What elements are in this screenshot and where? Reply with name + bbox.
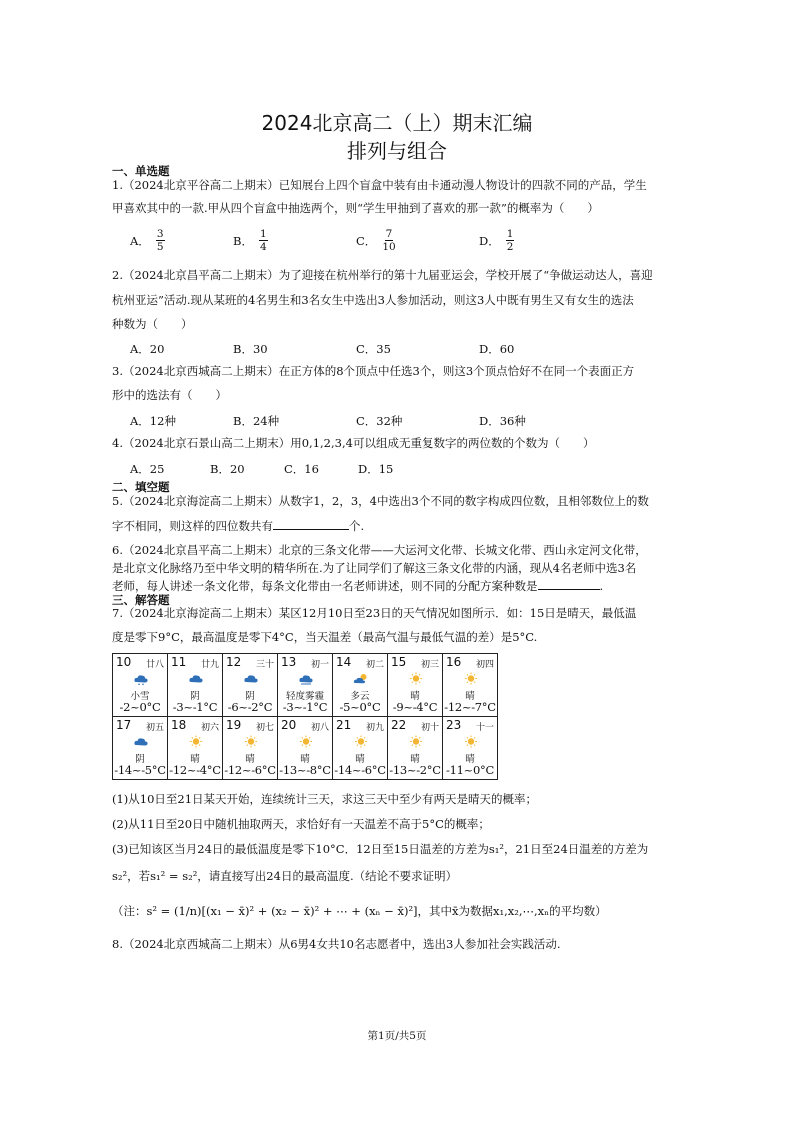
question-7-line1: 7.（2024北京海淀高二上期末）某区12月10日至23日的天气情况如图所示．如：15日是晴天，最低温 (112, 606, 637, 620)
weather-row (113, 717, 498, 780)
weather-text: 晴 (465, 754, 475, 765)
weather-text: 晴 (300, 754, 310, 765)
day-number: 16 (446, 655, 462, 669)
denominator: 5 (156, 241, 164, 253)
day-number: 17 (116, 718, 132, 732)
weather-text: 晴 (355, 754, 365, 765)
question-5-line1: 5.（2024北京海淀高二上期末）从数字1，2，3，4中选出3个不同的数字构成四位数，且相邻数位上的数 (112, 494, 649, 508)
section-heading: 二、填空题 (112, 480, 170, 494)
option-c: C．35 (356, 342, 391, 356)
question-4-options (130, 461, 393, 477)
weather-cell-content (168, 654, 222, 716)
day-number: 21 (336, 718, 352, 732)
option-d: D．60 (479, 342, 515, 356)
temperature-range: -12~-4°C (169, 763, 221, 777)
sun-weather-icon (243, 735, 259, 748)
option-a (130, 228, 233, 253)
option-a: A．20 (130, 342, 165, 356)
weather-cell (278, 717, 333, 780)
lunar-date: 初十 (420, 723, 439, 733)
option-c: C．32种 (356, 414, 403, 428)
weather-table (112, 653, 498, 780)
weather-cell (223, 717, 278, 780)
weather-text: 小雪 (130, 691, 150, 702)
answer-blank[interactable] (538, 578, 600, 590)
weather-cell (388, 654, 443, 717)
weather-text: 晴 (245, 754, 255, 765)
weather-text: 晴 (410, 691, 420, 702)
option-d: D．15 (358, 462, 394, 476)
weather-cell-content (223, 717, 277, 779)
fraction (259, 228, 268, 253)
option-a: A．12种 (130, 414, 176, 428)
weather-cell-content (443, 717, 497, 779)
question-7-line2: 度是零下9°C，最高温度是零下4°C，当天温差（最高气温与最低气温的差）是5°C. (112, 630, 538, 644)
question-3-line1: 3.（2024北京西城高二上期末）在正方体的8个顶点中任选3个，则这3个顶点恰好不在同一个表面正方 (112, 364, 635, 378)
weather-cell-content (223, 654, 277, 716)
question-8-line1: 8.（2024北京西城高二上期末）从6男4女共10名志愿者中，选出3人参加社会实践活动. (112, 937, 561, 951)
question-3-options (130, 413, 526, 429)
sun-weather-icon (408, 735, 424, 748)
fog-weather-icon (298, 672, 314, 685)
lunar-date: 初二 (365, 660, 384, 670)
lunar-date: 廿九 (200, 660, 219, 670)
weather-text: 阴 (135, 754, 145, 765)
denominator: 4 (259, 241, 267, 253)
question-text: 字不相同，则这样的四位数共有 (112, 519, 273, 533)
option-d (479, 228, 514, 253)
weather-text: 阴 (245, 691, 255, 702)
option-d: D．36种 (479, 414, 526, 428)
lunar-date: 初九 (365, 723, 384, 733)
day-number: 10 (116, 655, 132, 669)
question-2-options (130, 341, 514, 357)
question-1-options (130, 228, 514, 253)
option-a: A．25 (130, 462, 165, 476)
weather-cell (443, 717, 498, 780)
day-number: 13 (281, 655, 297, 669)
day-number: 19 (226, 718, 242, 732)
option-b: B．24种 (233, 414, 280, 428)
temperature-range: -13~-8°C (279, 763, 331, 777)
weather-text: 晴 (465, 691, 475, 702)
question-6-line2: 是北京文化脉络乃至中华文明的精华所在.为了让同学们了解这三条文化带的内涵，现从4名老师中选3名 (112, 561, 637, 575)
weather-cell-content (168, 717, 222, 779)
question-2-line3: 种数为（ ） (112, 317, 193, 331)
temperature-range: -14~-5°C (114, 763, 166, 777)
page-subtitle: 排列与组合 (347, 139, 447, 163)
weather-cell (223, 654, 278, 717)
sun-weather-icon (408, 672, 424, 685)
lunar-date: 三十 (255, 660, 274, 670)
question-2-line1: 2.（2024北京昌平高二上期末）为了迎接在杭州举行的第十九届亚运会，学校开展了“争做运动达人，喜迎 (112, 268, 653, 282)
weather-cell-content (388, 654, 442, 716)
option-c (356, 228, 479, 253)
lunar-date: 十一 (475, 723, 494, 733)
weather-cell-content (333, 654, 387, 716)
question-5-line2 (112, 518, 364, 533)
lunar-date: 初一 (310, 660, 329, 670)
weather-text: 轻度雾霾 (285, 691, 324, 702)
weather-text: 阴 (190, 691, 200, 702)
option-label: D． (479, 233, 500, 248)
lunar-date: 初六 (200, 723, 219, 733)
day-number: 22 (391, 718, 407, 732)
fraction (506, 228, 515, 253)
question-1-line1: 1.（2024北京平谷高二上期末）已知展台上四个盲盒中装有由卡通动漫人物设计的四款不同的产品，学生 (112, 178, 647, 192)
numerator: 1 (506, 228, 514, 240)
option-label: B． (233, 233, 253, 248)
page-footer: 第1页/共5页 (367, 1030, 427, 1042)
question-text: . (599, 579, 604, 593)
question-text: 老师，每人讲述一条文化带，每条文化带由一名老师讲述，则不同的分配方案种数是 (112, 579, 538, 593)
temperature-range: -9~-4°C (392, 700, 438, 714)
question-6-line1: 6.（2024北京昌平高二上期末）北京的三条文化带——大运河文化带、长城文化带、西山永定河文化带， (112, 543, 647, 557)
question-6-line3 (112, 578, 603, 593)
day-number: 23 (446, 718, 462, 732)
question-4-line1: 4.（2024北京石景山高二上期末）用0,1,2,3,4可以组成无重复数字的两位数的个数为（ ） (112, 436, 595, 450)
lunar-date: 初四 (475, 660, 494, 670)
option-b (233, 228, 356, 253)
day-number: 15 (391, 655, 407, 669)
weather-cell (333, 717, 388, 780)
weather-cell (113, 654, 168, 717)
sun-weather-icon (353, 735, 369, 748)
option-label: C． (356, 233, 377, 248)
weather-cell (333, 654, 388, 717)
temperature-range: -13~-2°C (389, 763, 441, 777)
weather-row (113, 654, 498, 717)
day-number: 11 (171, 655, 187, 669)
weather-cell (168, 654, 223, 717)
day-number: 20 (281, 718, 297, 732)
weather-cell (388, 717, 443, 780)
page-title: 2024北京高二（上）期末汇编 (261, 111, 533, 135)
question-7-part3-line1: (3)已知该区当月24日的最低温度是零下10°C．12日至15日温差的方差为s₁²，21日至24日温差的方差为 (112, 842, 649, 856)
section-heading: 一、单选题 (112, 164, 170, 178)
weather-text: 晴 (190, 754, 200, 765)
temperature-range: -11~0°C (446, 763, 494, 777)
cloud-weather-icon (243, 672, 259, 685)
numerator: 7 (385, 228, 393, 240)
denominator: 2 (506, 241, 514, 253)
day-number: 18 (171, 718, 187, 732)
weather-cell-content (113, 654, 167, 716)
sun-weather-icon (188, 735, 204, 748)
option-b: B．20 (210, 462, 245, 476)
temperature-range: -12~-6°C (224, 763, 276, 777)
partly-weather-icon (353, 672, 369, 685)
question-2-line2: 杭州亚运”活动.现从某班的4名男生和3名女生中选出3人参加活动，则这3人中既有男生又有女生的选法 (112, 293, 634, 307)
denominator: 10 (382, 241, 396, 253)
option-b: B．30 (233, 342, 268, 356)
lunar-date: 初五 (145, 723, 164, 733)
day-number: 12 (226, 655, 242, 669)
question-7-part3-line2: s₂²，若s₁² = s₂²，请直接写出24日的最高温度.（结论不要求证明） (112, 869, 458, 883)
sun-weather-icon (463, 672, 479, 685)
temperature-range: -3~-1°C (172, 700, 218, 714)
weather-cell-content (113, 717, 167, 779)
fraction (156, 228, 165, 253)
snow-weather-icon (133, 672, 149, 685)
weather-cell-content (278, 717, 332, 779)
question-3-line2: 形中的选法有（ ） (112, 388, 227, 402)
weather-cell (113, 717, 168, 780)
temperature-range: -6~-2°C (227, 700, 273, 714)
day-number: 14 (336, 655, 352, 669)
answer-blank[interactable] (273, 518, 349, 530)
weather-cell-content (388, 717, 442, 779)
temperature-range: -3~-1°C (282, 700, 328, 714)
fraction (382, 228, 395, 253)
question-1-line2: 甲喜欢其中的一款.甲从四个盲盒中抽选两个，则“学生甲抽到了喜欢的那一款”的概率为（ ） (112, 201, 599, 215)
question-7-part1: (1)从10日至21日某天开始，连续统计三天，求这三天中至少有两天是晴天的概率； (112, 792, 538, 806)
temperature-range: -12~-7°C (444, 700, 496, 714)
weather-cell (443, 654, 498, 717)
lunar-date: 初八 (310, 723, 329, 733)
weather-cell (278, 654, 333, 717)
sun-weather-icon (463, 735, 479, 748)
lunar-date: 廿八 (145, 660, 164, 670)
option-label: A． (130, 233, 150, 248)
weather-text: 多云 (350, 691, 370, 702)
weather-text: 晴 (410, 754, 420, 765)
option-c: C．16 (284, 462, 319, 476)
sun-weather-icon (298, 735, 314, 748)
question-7-note: （注：s² = (1/n)[(x₁ − x̄)² + (x₂ − x̄)² + ⋯ + (xₙ − x̄)²]，其中x̄为数据x₁,x₂,⋯,xₙ的平均数） (112, 904, 607, 918)
temperature-range: -14~-6°C (334, 763, 386, 777)
temperature-range: -5~0°C (339, 700, 381, 714)
weather-cell-content (333, 717, 387, 779)
temperature-range: -2~0°C (119, 700, 161, 714)
lunar-date: 初三 (420, 660, 439, 670)
question-7-part2: (2)从11日至20日中随机抽取两天，求恰好有一天温差不高于5°C的概率； (112, 817, 490, 831)
numerator: 3 (156, 228, 164, 240)
cloud-weather-icon (133, 735, 149, 748)
section-heading: 三、解答题 (112, 593, 170, 607)
cloud-weather-icon (188, 672, 204, 685)
weather-cell (168, 717, 223, 780)
lunar-date: 初七 (255, 723, 274, 733)
question-text: 个. (349, 519, 365, 533)
numerator: 1 (259, 228, 267, 240)
weather-cell-content (443, 654, 497, 716)
weather-cell-content (278, 654, 332, 716)
